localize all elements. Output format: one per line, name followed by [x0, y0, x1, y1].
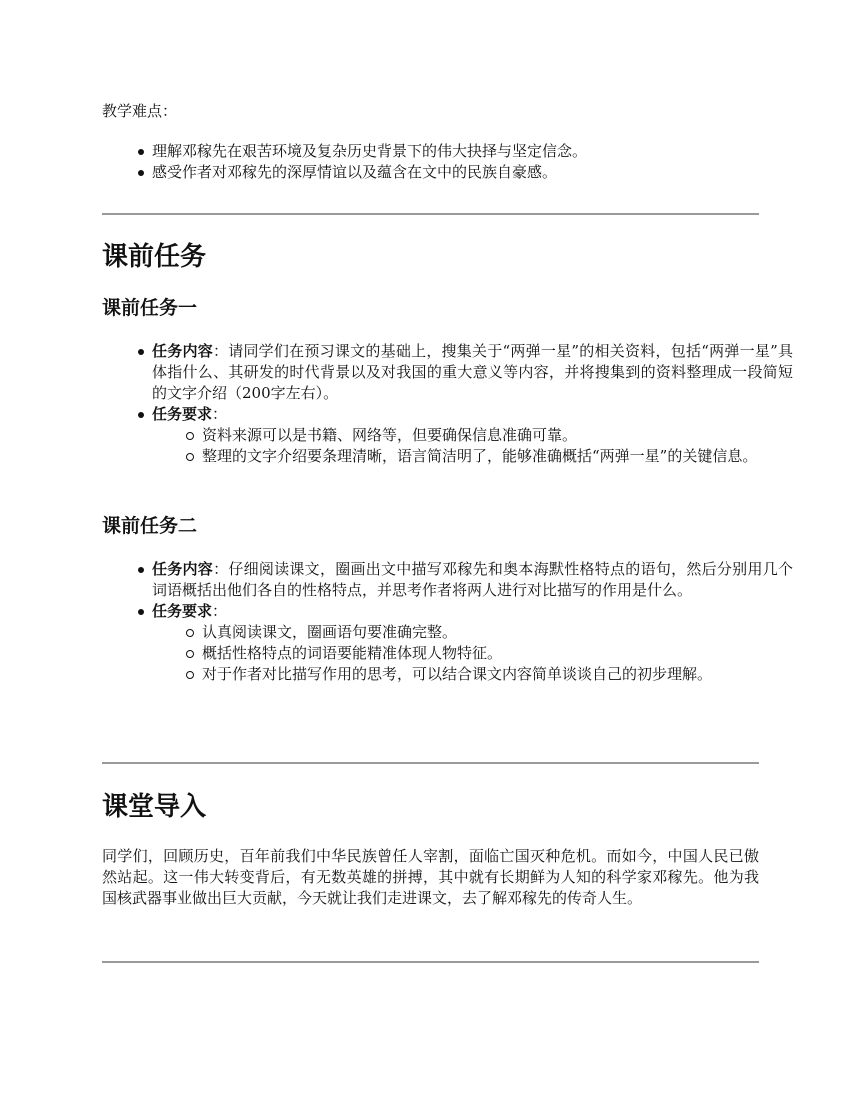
task1-heading: 课前任务一: [102, 297, 198, 319]
task2-list: [102, 559, 793, 685]
section-heading-intro: 课堂导入: [102, 792, 207, 822]
task-content-label: 任务内容: [152, 342, 213, 360]
list-item: 理解邓稼先在艰苦环境及复杂历史背景下的伟大抉择与坚定信念。: [136, 141, 793, 162]
intro-paragraph: 同学们，回顾历史，百年前我们中华民族曾任人宰割，面临亡国灭种危机。而如今，中国人民已傲然站起。这一伟大转变背后，有无数英雄的拼搏，其中就有长期鲜为人知的科学家邓稼先。他为我国核武器事业做出巨大贡献，今天就让我们走进课文，去了解邓稼先的传奇人生。: [102, 847, 759, 907]
task-content-text: ：仔细阅读课文，圈画出文中描写邓稼先和奥本海默性格特点的语句，然后分别用几个词语概括出他们各自的性格特点，并思考作者将两人进行对比描写的作用是什么。: [152, 560, 793, 599]
task2-requirements-item: [136, 601, 793, 685]
task2-content-item: [136, 559, 793, 601]
list-item: 感受作者对邓稼先的深厚情谊以及蕴含在文中的民族自豪感。: [136, 162, 793, 183]
task-requirements-label: 任务要求: [152, 602, 213, 620]
task-requirements-colon: ：: [212, 602, 228, 620]
requirement-item: 整理的文字介绍要条理清晰，语言简洁明了，能够准确概括“两弹一星”的关键信息。: [186, 446, 793, 467]
section-divider: [102, 762, 759, 764]
task1-content-item: [136, 341, 793, 404]
section-divider: [102, 213, 759, 215]
difficulty-list: [102, 141, 793, 183]
task-requirements-label: 任务要求: [152, 405, 213, 423]
requirement-item: 认真阅读课文，圈画语句要准确完整。: [186, 622, 793, 643]
section-heading-pre-class: 课前任务: [102, 242, 207, 272]
task-content-label: 任务内容: [152, 560, 214, 578]
task1-requirements-list: [152, 425, 793, 467]
task-content-text: ：请同学们在预习课文的基础上，搜集关于“两弹一星”的相关资料，包括“两弹一星”具体指什么、其研发的时代背景以及对我国的重大意义等内容，并将搜集到的资料整理成一段简短的文字介绍（200字左右）。: [152, 342, 793, 402]
task2-requirements-list: [152, 622, 793, 685]
task1-list: [102, 341, 793, 467]
requirement-item: 对于作者对比描写作用的思考，可以结合课文内容简单谈谈自己的初步理解。: [186, 664, 793, 685]
task2-heading: 课前任务二: [102, 515, 198, 537]
requirement-item: 概括性格特点的词语要能精准体现人物特征。: [186, 643, 793, 664]
task1-requirements-item: [136, 404, 793, 467]
requirement-item: 资料来源可以是书籍、网络等，但要确保信息准确可靠。: [186, 425, 793, 446]
task-requirements-colon: ：: [212, 405, 228, 423]
section-divider: [102, 961, 759, 963]
difficulty-label: 教学难点：: [102, 102, 178, 120]
